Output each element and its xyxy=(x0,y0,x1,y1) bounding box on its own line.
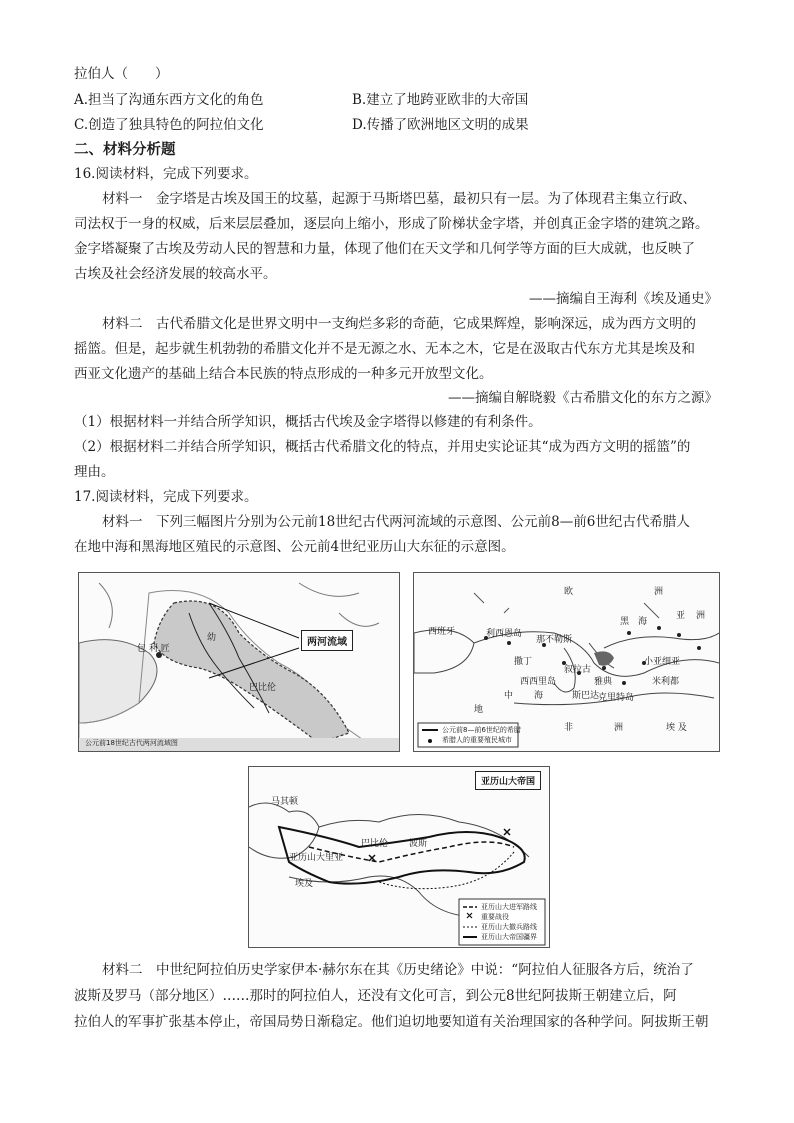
map-alexander-empire xyxy=(248,766,550,948)
map3-legend: 亚历山大帝国疆界 xyxy=(481,933,537,941)
map2-legend: 希腊人的重要殖民城市 xyxy=(442,736,512,744)
q15-option-d: D.传播了欧洲地区文明的成果 xyxy=(352,117,529,133)
map2-label: 洲 xyxy=(614,723,624,733)
map2-label: 欧 xyxy=(564,587,574,597)
map2-label: 海 xyxy=(534,691,544,701)
map2-label: 西西里岛 xyxy=(520,677,557,687)
map2-label: 斯巴达 xyxy=(572,691,600,701)
map2-label: 地 xyxy=(474,705,484,715)
map2-label: 埃 及 xyxy=(666,723,687,733)
q16-m2-line: 西亚文化遗产的基础上结合本民族的特点形成的一种多元开放型文化。 xyxy=(74,366,493,382)
q16-m2-line: 材料二 古代希腊文化是世界文明中一支绚烂多彩的奇葩，它成果辉煌，影响深远，成为西方文明的 xyxy=(102,316,696,332)
q16-m1-line: 古埃及社会经济发展的较高水平。 xyxy=(74,266,277,282)
map1-legend: 公元前18世纪古代两河流域图 xyxy=(85,739,178,747)
map1-label: 幼 xyxy=(207,633,217,643)
q17-m2-line: 拉伯人的军事扩张基本停止，帝国局势日渐稳定。他们迫切地要知道有关治理国家的各种学问。阿拔斯王朝 xyxy=(74,1014,709,1030)
q16-m1-line: 金字塔凝聚了古埃及劳动人民的智慧和力量，体现了他们在天文学和几何学等方面的巨大成就，也反映了 xyxy=(74,241,695,257)
map2-label: 西班牙 xyxy=(428,627,456,637)
map3-title: 亚历山大帝国 xyxy=(475,771,541,790)
map3-legend: 亚历山大进军路线 xyxy=(481,903,537,911)
q15-option-c: C.创造了独具特色的阿拉伯文化 xyxy=(74,117,264,133)
map1-box-label: 两河流域 xyxy=(301,630,353,651)
q17-m1-line: 在地中海和黑海地区殖民的示意图、公元前4世纪亚历山大东征的示意图。 xyxy=(74,539,515,555)
map1-label: 巴比伦 xyxy=(249,683,277,693)
map2-label: 米利都 xyxy=(652,677,680,687)
q16-m2-line: 摇篮。但是，起步就生机勃勃的希腊文化并不是无源之水、无本之木，它是在汲取古代东方尤其是埃及和 xyxy=(74,341,695,357)
map2-label: 撒丁 xyxy=(514,657,533,667)
map2-label: 那不勒斯 xyxy=(536,635,573,645)
map2-label: 小亚细亚 xyxy=(644,657,681,667)
map2-label: 亚 xyxy=(676,611,686,621)
map-mesopotamia xyxy=(78,572,400,752)
map2-label: 非 xyxy=(564,723,574,733)
map3-label: 亚历山大里亚 xyxy=(289,853,344,863)
map2-label: 利西恩岛 xyxy=(486,629,523,639)
map2-label: 克里特岛 xyxy=(598,693,635,703)
q17-m2-line: 波斯及罗马（部分地区）……那时的阿拉伯人，还没有文化可言，到公元8世纪阿拔斯王朝建立后，阿 xyxy=(74,988,677,1004)
q16-question-2: （2）根据材料二并结合所学知识，概括古代希腊文化的特点，并用史实论证其“成为西方文明的摇篮”的 xyxy=(74,439,691,455)
map3-label: 马其顿 xyxy=(271,797,299,807)
q16-m1-source: ——摘编自王海利《埃及通史》 xyxy=(529,291,718,307)
map2-label: 中 xyxy=(504,691,514,701)
q15-option-a: A.担当了沟通东西方文化的角色 xyxy=(74,92,264,108)
map1-label: 包 利 匠 xyxy=(137,644,170,654)
map3-label: 巴比伦 xyxy=(361,839,389,849)
map2-label: 叙拉古 xyxy=(564,665,592,675)
map3-label: 埃及 xyxy=(295,879,314,889)
map3-legend: 重要战役 xyxy=(481,913,509,921)
section-title: 二、材料分析题 xyxy=(74,142,176,158)
map2-label: 洲 xyxy=(654,587,664,597)
q16-m1-line: 材料一 金字塔是古埃及国王的坟墓，起源于马斯塔巴墓，最初只有一层。为了体现君主集立行政、 xyxy=(102,191,696,207)
q16-stem: 16.阅读材料，完成下列要求。 xyxy=(74,166,258,182)
map2-label: 黑 xyxy=(620,617,630,627)
map2-label: 海 xyxy=(638,617,648,627)
q16-m2-source: ——摘编自解晓毅《古希腊文化的东方之源》 xyxy=(448,390,718,406)
q17-m1-line: 材料一 下列三幅图片分别为公元前18世纪古代两河流域的示意图、公元前8—前6世纪古代希腊人 xyxy=(102,514,690,530)
q15-option-b: B.建立了地跨亚欧非的大帝国 xyxy=(352,92,529,108)
q17-stem: 17.阅读材料，完成下列要求。 xyxy=(74,489,258,505)
map3-legend: 亚历山大撤兵路线 xyxy=(481,923,537,931)
map2-legend: 公元前8—前6世纪的希腊 xyxy=(442,726,521,734)
q17-m2-line: 材料二 中世纪阿拉伯历史学家伊本·赫尔东在其《历史绪论》中说：“阿拉伯人征服各方后，统治了 xyxy=(102,962,694,978)
map2-label: 洲 xyxy=(696,611,706,621)
map-greek-colonies xyxy=(413,572,720,752)
q16-m1-line: 司法权于一身的权威，后来层层叠加，逐层向上缩小，形成了阶梯状金字塔，并创真正金字塔的建筑之路。 xyxy=(74,216,709,232)
q15-stem-end: 拉伯人（ ） xyxy=(74,66,169,82)
q16-question-2-cont: 理由。 xyxy=(74,464,115,480)
map3-label: 波斯 xyxy=(409,839,428,849)
map2-label: 雅典 xyxy=(594,677,613,687)
q16-question-1: （1）根据材料一并结合所学知识，概括古代埃及金字塔得以修建的有利条件。 xyxy=(74,414,542,430)
